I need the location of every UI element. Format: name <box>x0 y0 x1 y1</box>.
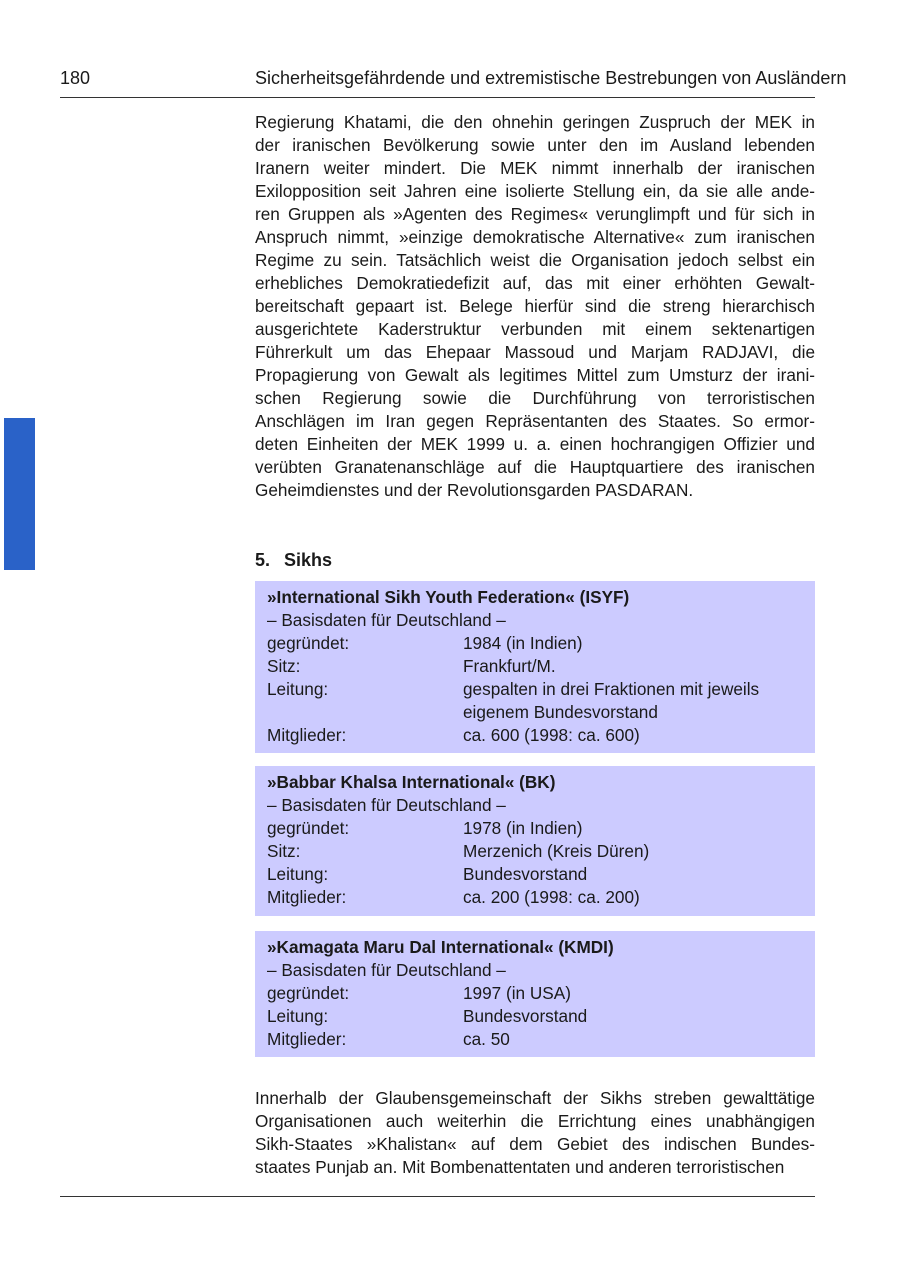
org-subtitle: – Basisdaten für Deutschland – <box>267 795 506 815</box>
org-field-label: Mitglieder: <box>267 887 347 907</box>
org-field-value-line: ca. 50 <box>463 1029 510 1049</box>
header-rule <box>60 97 815 98</box>
org-field-value-line: ca. 200 (1998: ca. 200) <box>463 887 640 907</box>
org-data-row <box>267 724 803 747</box>
text-line: bereitschaft gepaart ist. Belege hierfür sind die streng hierarchisch <box>255 296 815 316</box>
running-head: Sicherheitsgefährdende und extremistische Bestrebungen von Ausländern <box>255 68 847 88</box>
section-number: 5. <box>255 550 271 570</box>
org-box-kmdi <box>255 931 815 1057</box>
text-line: Regime zu sein. Tatsächlich weist die Organisation jedoch selbst ein <box>255 250 815 270</box>
org-field-label: gegründet: <box>267 983 350 1003</box>
org-field-value <box>463 678 803 724</box>
org-field-label: gegründet: <box>267 633 350 653</box>
text-line: Iranern weiter mindert. Die MEK nimmt innerhalb der iranischen <box>255 158 815 178</box>
org-field-value <box>463 1028 803 1051</box>
org-title: »International Sikh Youth Federation« (ISYF) <box>267 587 630 607</box>
text-line: Anschlägen im Iran gegen Repräsentanten des Staates. So ermor- <box>255 411 815 431</box>
org-data-row <box>267 863 803 886</box>
org-title: »Babbar Khalsa International« (BK) <box>267 772 556 792</box>
text-line: ren Gruppen als »Agenten des Regimes« verunglimpft und für sich in <box>255 204 815 224</box>
org-data-row <box>267 886 803 909</box>
text-line: Anspruch nimmt, »einzige demokratische Alternative« zum iranischen <box>255 227 815 247</box>
intro-paragraph <box>255 111 815 502</box>
org-field-label: Mitglieder: <box>267 725 347 745</box>
org-data-row <box>267 655 803 678</box>
org-field-value-line: Bundesvorstand <box>463 864 588 884</box>
org-field-value-line: gespalten in drei Fraktionen mit jeweils <box>463 679 760 699</box>
org-field-value <box>463 886 803 909</box>
text-line: Sikh-Staates »Khalistan« auf dem Gebiet des indischen Bundes- <box>255 1134 815 1154</box>
org-field-value <box>463 655 803 678</box>
org-subtitle: – Basisdaten für Deutschland – <box>267 610 506 630</box>
text-line: Organisationen auch weiterhin die Errichtung eines unabhängigen <box>255 1111 815 1131</box>
org-field-label: Leitung: <box>267 1006 329 1026</box>
org-data-row <box>267 1005 803 1028</box>
org-field-value <box>463 817 803 840</box>
org-field-label: Mitglieder: <box>267 1029 347 1049</box>
org-data-row <box>267 678 803 724</box>
org-title: »Kamagata Maru Dal International« (KMDI) <box>267 937 614 957</box>
text-line: ausgerichtete Kaderstruktur verbunden mit einem sektenartigen <box>255 319 815 339</box>
org-box-bk <box>255 766 815 916</box>
org-field-value-line: Bundesvorstand <box>463 1006 588 1026</box>
org-field-value-line: 1997 (in USA) <box>463 983 571 1003</box>
closing-paragraph <box>255 1087 815 1179</box>
org-field-value <box>463 724 803 747</box>
org-field-value <box>463 982 803 1005</box>
org-field-value <box>463 1005 803 1028</box>
org-field-label: gegründet: <box>267 818 350 838</box>
text-line: Regierung Khatami, die den ohnehin geringen Zuspruch der MEK in <box>255 112 815 132</box>
page-number: 180 <box>60 68 91 88</box>
org-field-value <box>463 632 803 655</box>
text-line: Exilopposition seit Jahren eine isolierte Stellung ein, da sie alle ande- <box>255 181 815 201</box>
text-line: verübten Granatenanschläge auf die Hauptquartiere des iranischen <box>255 457 815 477</box>
text-line: staates Punjab an. Mit Bombenattentaten und anderen terroristischen <box>255 1157 785 1177</box>
text-line: Führerkult um das Ehepaar Massoud und Marjam RADJAVI, die <box>255 342 815 362</box>
text-line: schen Regierung sowie die Durchführung von terroristischen <box>255 388 815 408</box>
text-line: Geheimdienstes und der Revolutionsgarden PASDARAN. <box>255 480 694 500</box>
org-field-value-line: ca. 600 (1998: ca. 600) <box>463 725 640 745</box>
section-heading <box>255 550 332 571</box>
org-subtitle: – Basisdaten für Deutschland – <box>267 960 506 980</box>
text-line: Innerhalb der Glaubensgemeinschaft der Sikhs streben gewalttätige <box>255 1088 815 1108</box>
footer-rule <box>60 1196 815 1197</box>
text-line: erhebliches Demokratiedefizit auf, das mit einer erhöhten Gewalt- <box>255 273 815 293</box>
org-field-label: Sitz: <box>267 656 301 676</box>
org-field-value-line: Merzenich (Kreis Düren) <box>463 841 650 861</box>
org-data-row <box>267 1028 803 1051</box>
org-box-isyf <box>255 581 815 753</box>
org-data-row <box>267 982 803 1005</box>
org-field-value <box>463 840 803 863</box>
org-field-value <box>463 863 803 886</box>
text-line: deten Einheiten der MEK 1999 u. a. einen hochrangigen Offizier und <box>255 434 815 454</box>
side-tab-marker <box>4 418 35 570</box>
org-field-value-line: eigenem Bundesvorstand <box>463 702 658 722</box>
org-field-value-line: 1978 (in Indien) <box>463 818 583 838</box>
org-field-label: Leitung: <box>267 679 329 699</box>
org-field-value-line: 1984 (in Indien) <box>463 633 583 653</box>
org-data-row <box>267 632 803 655</box>
section-title: Sikhs <box>284 550 333 570</box>
org-field-value-line: Frankfurt/M. <box>463 656 556 676</box>
org-field-label: Leitung: <box>267 864 329 884</box>
text-line: Propagierung von Gewalt als legitimes Mittel zum Umsturz der irani- <box>255 365 815 385</box>
org-data-row <box>267 840 803 863</box>
org-field-label: Sitz: <box>267 841 301 861</box>
org-data-row <box>267 817 803 840</box>
text-line: der iranischen Bevölkerung sowie unter den im Ausland lebenden <box>255 135 815 155</box>
